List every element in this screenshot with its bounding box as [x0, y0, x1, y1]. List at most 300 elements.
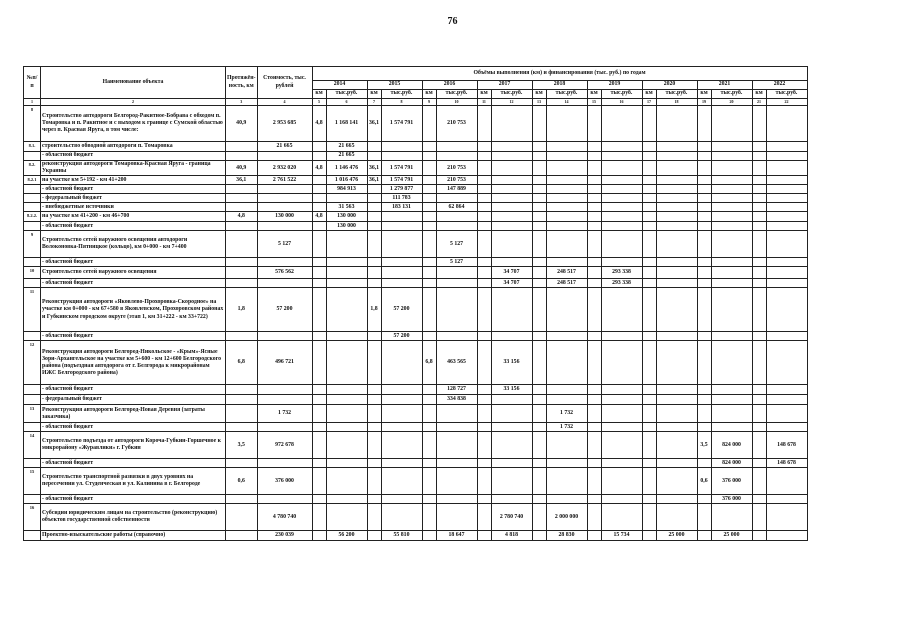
year-km-cell: [752, 203, 766, 212]
year-rub-cell: [711, 504, 752, 531]
column-index-cell: 7: [367, 99, 381, 106]
year-rub-cell: [766, 212, 807, 222]
year-rub-cell: [656, 106, 697, 142]
table-row: [24, 495, 808, 504]
unit-km-header: км: [697, 90, 711, 99]
year-km-cell: [642, 504, 656, 531]
year-km-cell: [752, 288, 766, 332]
year-km-cell: [752, 395, 766, 405]
year-km-cell: [642, 288, 656, 332]
year-km-cell: [642, 203, 656, 212]
column-index-cell: 18: [656, 99, 697, 106]
year-km-cell: [367, 185, 381, 194]
year-rub-cell: [656, 212, 697, 222]
year-km-cell: [367, 212, 381, 222]
year-km-cell: [587, 279, 601, 288]
year-rub-cell: [546, 152, 587, 161]
year-rub-cell: [491, 176, 532, 185]
year-km-cell: [587, 423, 601, 432]
year-rub-cell: [601, 231, 642, 258]
col-num-header: №п/п: [24, 67, 41, 99]
object-name-cell: - областной бюджет: [41, 495, 226, 504]
year-km-cell: [367, 332, 381, 341]
year-km-cell: [477, 106, 491, 142]
year-rub-cell: 1 279 877: [381, 185, 422, 194]
year-rub-cell: [381, 504, 422, 531]
year-rub-cell: [546, 332, 587, 341]
year-rub-cell: 31 563: [326, 203, 367, 212]
year-rub-cell: 210 753: [436, 176, 477, 185]
year-km-cell: [367, 405, 381, 423]
year-km-cell: [367, 258, 381, 267]
unit-km-header: км: [642, 90, 656, 99]
year-km-cell: [422, 423, 436, 432]
year-rub-cell: [491, 288, 532, 332]
year-km-cell: [532, 385, 546, 395]
year-km-cell: [697, 423, 711, 432]
year-km-cell: [587, 504, 601, 531]
row-number-cell: [24, 423, 41, 432]
year-km-cell: [477, 231, 491, 258]
year-rub-cell: [766, 185, 807, 194]
year-km-cell: [367, 385, 381, 395]
year-km-cell: [367, 495, 381, 504]
year-km-cell: [422, 194, 436, 203]
year-km-cell: [532, 288, 546, 332]
length-cell: 6,8: [226, 341, 258, 385]
year-km-cell: [312, 288, 326, 332]
object-name-cell: - внебюджетные источники: [41, 203, 226, 212]
year-rub-cell: [436, 432, 477, 459]
year-rub-cell: [381, 279, 422, 288]
year-km-cell: [477, 423, 491, 432]
year-km-cell: [587, 106, 601, 142]
year-rub-cell: [766, 222, 807, 231]
year-rub-cell: [546, 385, 587, 395]
year-km-cell: [532, 152, 546, 161]
year-km-cell: [752, 142, 766, 152]
cost-cell: 576 562: [257, 267, 312, 279]
year-rub-cell: 1 574 791: [381, 106, 422, 142]
year-km-cell: [422, 495, 436, 504]
year-rub-cell: [766, 385, 807, 395]
column-index-cell: 21: [752, 99, 766, 106]
year-km-cell: [752, 432, 766, 459]
unit-km-header: км: [477, 90, 491, 99]
year-km-cell: [532, 203, 546, 212]
row-number-cell: [24, 185, 41, 194]
year-rub-cell: 34 707: [491, 279, 532, 288]
table-row: [24, 212, 808, 222]
year-km-cell: [422, 279, 436, 288]
length-cell: [226, 258, 258, 267]
year-rub-cell: [656, 231, 697, 258]
cost-cell: 5 127: [257, 231, 312, 258]
year-km-cell: [422, 176, 436, 185]
year-km-cell: [477, 279, 491, 288]
year-km-cell: [697, 152, 711, 161]
year-rub-cell: [656, 504, 697, 531]
year-km-cell: [312, 203, 326, 212]
table-row: [24, 231, 808, 258]
year-rub-cell: 4 818: [491, 531, 532, 541]
column-index-cell: 11: [477, 99, 491, 106]
year-km-cell: [642, 395, 656, 405]
row-number-cell: [24, 531, 41, 541]
row-number-cell: 8.2.: [24, 161, 41, 176]
year-rub-cell: [491, 468, 532, 495]
year-rub-cell: 183 131: [381, 203, 422, 212]
object-name-cell: - областной бюджет: [41, 423, 226, 432]
year-rub-cell: [766, 288, 807, 332]
year-km-cell: [312, 432, 326, 459]
row-number-cell: [24, 222, 41, 231]
year-km-cell: [642, 194, 656, 203]
year-km-cell: [312, 222, 326, 231]
cost-cell: [257, 459, 312, 468]
year-km-cell: [422, 203, 436, 212]
year-km-cell: 36,1: [367, 161, 381, 176]
year-rub-cell: [656, 258, 697, 267]
year-km-cell: [312, 185, 326, 194]
unit-rub-header: тыс.руб.: [436, 90, 477, 99]
year-rub-cell: [601, 142, 642, 152]
year-km-cell: 36,1: [367, 106, 381, 142]
year-rub-cell: [766, 405, 807, 423]
year-km-cell: [587, 212, 601, 222]
year-km-cell: [697, 212, 711, 222]
year-km-cell: [697, 231, 711, 258]
year-km-cell: [532, 405, 546, 423]
year-km-cell: [532, 222, 546, 231]
cost-cell: 2 953 685: [257, 106, 312, 142]
length-cell: [226, 385, 258, 395]
year-km-cell: [422, 212, 436, 222]
year-km-cell: [422, 222, 436, 231]
year-km-cell: [697, 332, 711, 341]
year-rub-cell: [546, 468, 587, 495]
year-rub-cell: [436, 222, 477, 231]
year-km-cell: [312, 332, 326, 341]
year-km-cell: [697, 279, 711, 288]
year-rub-cell: [546, 194, 587, 203]
year-rub-cell: 128 727: [436, 385, 477, 395]
year-rub-cell: [491, 231, 532, 258]
year-km-cell: [367, 423, 381, 432]
table-row: [24, 468, 808, 495]
table-row: [24, 176, 808, 185]
year-rub-cell: [766, 258, 807, 267]
length-cell: [226, 231, 258, 258]
column-index-cell: 8: [381, 99, 422, 106]
year-rub-cell: [601, 395, 642, 405]
year-km-cell: [367, 231, 381, 258]
year-rub-cell: 21 665: [326, 142, 367, 152]
year-rub-cell: [601, 106, 642, 142]
year-rub-cell: [656, 288, 697, 332]
year-rub-cell: 148 678: [766, 459, 807, 468]
year-rub-cell: [381, 152, 422, 161]
year-km-cell: 1,8: [367, 288, 381, 332]
table-row: [24, 504, 808, 531]
year-km-cell: [752, 332, 766, 341]
year-km-cell: [752, 185, 766, 194]
year-km-cell: [697, 194, 711, 203]
year-km-cell: 0,6: [697, 468, 711, 495]
object-name-cell: строительство обводной автодороги п. Томаровка: [41, 142, 226, 152]
column-index-cell: 4: [257, 99, 312, 106]
length-cell: [226, 395, 258, 405]
year-rub-cell: [326, 495, 367, 504]
cost-cell: 130 000: [257, 212, 312, 222]
year-rub-cell: [546, 258, 587, 267]
column-index-cell: 22: [766, 99, 807, 106]
year-rub-cell: [601, 194, 642, 203]
year-header: 2022: [752, 81, 807, 90]
year-km-cell: [697, 385, 711, 395]
column-index-cell: 14: [546, 99, 587, 106]
year-km-cell: [367, 194, 381, 203]
year-km-cell: [477, 341, 491, 385]
year-rub-cell: [436, 194, 477, 203]
table-row: [24, 385, 808, 395]
year-km-cell: [697, 142, 711, 152]
row-number-cell: [24, 152, 41, 161]
year-header: 2020: [642, 81, 697, 90]
year-rub-cell: 33 156: [491, 385, 532, 395]
year-rub-cell: [766, 194, 807, 203]
unit-rub-header: тыс.руб.: [546, 90, 587, 99]
table-row: [24, 258, 808, 267]
year-km-cell: [752, 106, 766, 142]
year-rub-cell: 2 000 000: [546, 504, 587, 531]
year-km-cell: [752, 504, 766, 531]
year-rub-cell: 376 000: [711, 468, 752, 495]
year-km-cell: [532, 185, 546, 194]
year-km-cell: [697, 176, 711, 185]
object-name-cell: Проектно-изыскательские работы (справочно): [41, 531, 226, 541]
year-km-cell: [587, 258, 601, 267]
year-rub-cell: [491, 142, 532, 152]
financing-table: [23, 66, 808, 541]
year-km-cell: [312, 258, 326, 267]
year-km-cell: [312, 423, 326, 432]
year-km-cell: [532, 176, 546, 185]
year-rub-cell: [326, 288, 367, 332]
year-km-cell: [477, 203, 491, 212]
year-rub-cell: [546, 459, 587, 468]
year-rub-cell: [711, 405, 752, 423]
year-km-cell: 4,8: [312, 161, 326, 176]
year-km-cell: [477, 405, 491, 423]
year-rub-cell: [381, 267, 422, 279]
year-km-cell: [587, 385, 601, 395]
year-rub-cell: [711, 194, 752, 203]
year-km-cell: [367, 267, 381, 279]
year-km-cell: [752, 231, 766, 258]
year-km-cell: [422, 185, 436, 194]
year-rub-cell: [381, 222, 422, 231]
year-km-cell: [312, 176, 326, 185]
year-km-cell: [587, 332, 601, 341]
year-rub-cell: 33 156: [491, 341, 532, 385]
year-rub-cell: [436, 468, 477, 495]
year-km-cell: [367, 504, 381, 531]
year-rub-cell: 148 678: [766, 432, 807, 459]
year-km-cell: [367, 279, 381, 288]
year-km-cell: [587, 267, 601, 279]
table-row: [24, 332, 808, 341]
object-name-cell: - областной бюджет: [41, 332, 226, 341]
year-km-cell: [422, 385, 436, 395]
year-rub-cell: [711, 222, 752, 231]
length-cell: 40,9: [226, 106, 258, 142]
year-km-cell: [477, 504, 491, 531]
length-cell: [226, 495, 258, 504]
year-rub-cell: [436, 288, 477, 332]
row-number-cell: [24, 332, 41, 341]
object-name-cell: на участке км 5+192 - км 41+200: [41, 176, 226, 185]
length-cell: 36,1: [226, 176, 258, 185]
cost-cell: 496 721: [257, 341, 312, 385]
length-cell: 1,8: [226, 288, 258, 332]
year-rub-cell: 1 146 476: [326, 161, 367, 176]
year-km-cell: [312, 395, 326, 405]
year-km-cell: [477, 222, 491, 231]
year-rub-cell: [601, 459, 642, 468]
length-cell: [226, 222, 258, 231]
column-index-cell: 16: [601, 99, 642, 106]
year-rub-cell: [491, 405, 532, 423]
year-rub-cell: [601, 176, 642, 185]
row-number-cell: [24, 203, 41, 212]
year-rub-cell: 130 000: [326, 212, 367, 222]
unit-km-header: км: [367, 90, 381, 99]
year-rub-cell: [491, 222, 532, 231]
year-km-cell: [532, 194, 546, 203]
year-rub-cell: [436, 332, 477, 341]
year-rub-cell: 57 200: [381, 288, 422, 332]
year-rub-cell: [656, 185, 697, 194]
year-km-cell: [312, 142, 326, 152]
year-rub-cell: [491, 185, 532, 194]
year-km-cell: [532, 468, 546, 495]
year-rub-cell: 130 000: [326, 222, 367, 231]
year-km-cell: [312, 279, 326, 288]
year-rub-cell: [381, 212, 422, 222]
year-km-cell: [642, 432, 656, 459]
object-name-cell: на участке км 41+200 - км 46+700: [41, 212, 226, 222]
year-km-cell: [312, 405, 326, 423]
length-cell: [226, 194, 258, 203]
year-km-cell: [477, 176, 491, 185]
year-rub-cell: 376 000: [711, 495, 752, 504]
length-cell: [226, 203, 258, 212]
year-km-cell: [422, 395, 436, 405]
cost-cell: [257, 185, 312, 194]
year-km-cell: [587, 459, 601, 468]
year-km-cell: [477, 185, 491, 194]
year-km-cell: [697, 222, 711, 231]
year-rub-cell: [711, 258, 752, 267]
length-cell: [226, 152, 258, 161]
year-km-cell: [422, 332, 436, 341]
year-rub-cell: 56 200: [326, 531, 367, 541]
year-km-cell: [587, 395, 601, 405]
year-km-cell: [587, 222, 601, 231]
unit-rub-header: тыс.руб.: [656, 90, 697, 99]
row-number-cell: [24, 194, 41, 203]
object-name-cell: Строительство подъезда от автодороги Короча-Губкин-Горшечное к микрорайону «Журавлики» г. Губкин: [41, 432, 226, 459]
year-km-cell: [422, 267, 436, 279]
year-rub-cell: [601, 161, 642, 176]
year-km-cell: [477, 468, 491, 495]
year-rub-cell: [381, 395, 422, 405]
year-rub-cell: [766, 531, 807, 541]
column-index-cell: 9: [422, 99, 436, 106]
year-km-cell: [312, 531, 326, 541]
year-rub-cell: [601, 495, 642, 504]
row-number-cell: 11: [24, 288, 41, 332]
unit-rub-header: тыс.руб.: [766, 90, 807, 99]
year-rub-cell: [766, 231, 807, 258]
year-km-cell: [752, 267, 766, 279]
year-rub-cell: [601, 258, 642, 267]
length-cell: 40,9: [226, 161, 258, 176]
year-km-cell: [752, 495, 766, 504]
year-km-cell: 6,8: [422, 341, 436, 385]
year-km-cell: 36,1: [367, 176, 381, 185]
object-name-cell: Строительство сетей наружного освещения автодороги Волоконовка-Пятницкое (кольцо), км 0+000 - км 7+400: [41, 231, 226, 258]
year-rub-cell: [491, 194, 532, 203]
year-km-cell: [752, 468, 766, 495]
year-km-cell: [312, 267, 326, 279]
year-rub-cell: [546, 203, 587, 212]
column-index-cell: 12: [491, 99, 532, 106]
year-rub-cell: [546, 106, 587, 142]
object-name-cell: Строительство сетей наружного освещения: [41, 267, 226, 279]
year-km-cell: [752, 423, 766, 432]
object-name-cell: реконструкция автодороги Томаровка-Красная Яруга - граница Украины: [41, 161, 226, 176]
year-km-cell: [587, 203, 601, 212]
row-number-cell: [24, 258, 41, 267]
year-rub-cell: [711, 423, 752, 432]
year-km-cell: [752, 194, 766, 203]
year-km-cell: [697, 267, 711, 279]
year-km-cell: [422, 142, 436, 152]
year-km-cell: [422, 531, 436, 541]
year-header: 2014: [312, 81, 367, 90]
year-km-cell: [752, 222, 766, 231]
year-rub-cell: [381, 459, 422, 468]
length-cell: [226, 185, 258, 194]
year-rub-cell: [711, 152, 752, 161]
year-km-cell: [642, 231, 656, 258]
year-rub-cell: [381, 341, 422, 385]
year-rub-cell: [491, 495, 532, 504]
year-rub-cell: [766, 341, 807, 385]
year-km-cell: [367, 142, 381, 152]
table-row: [24, 267, 808, 279]
year-km-cell: [532, 161, 546, 176]
year-rub-cell: [491, 459, 532, 468]
year-km-cell: [312, 504, 326, 531]
year-km-cell: [422, 152, 436, 161]
year-km-cell: [477, 395, 491, 405]
year-km-cell: [587, 405, 601, 423]
year-km-cell: [697, 258, 711, 267]
year-rub-cell: 57 200: [381, 332, 422, 341]
